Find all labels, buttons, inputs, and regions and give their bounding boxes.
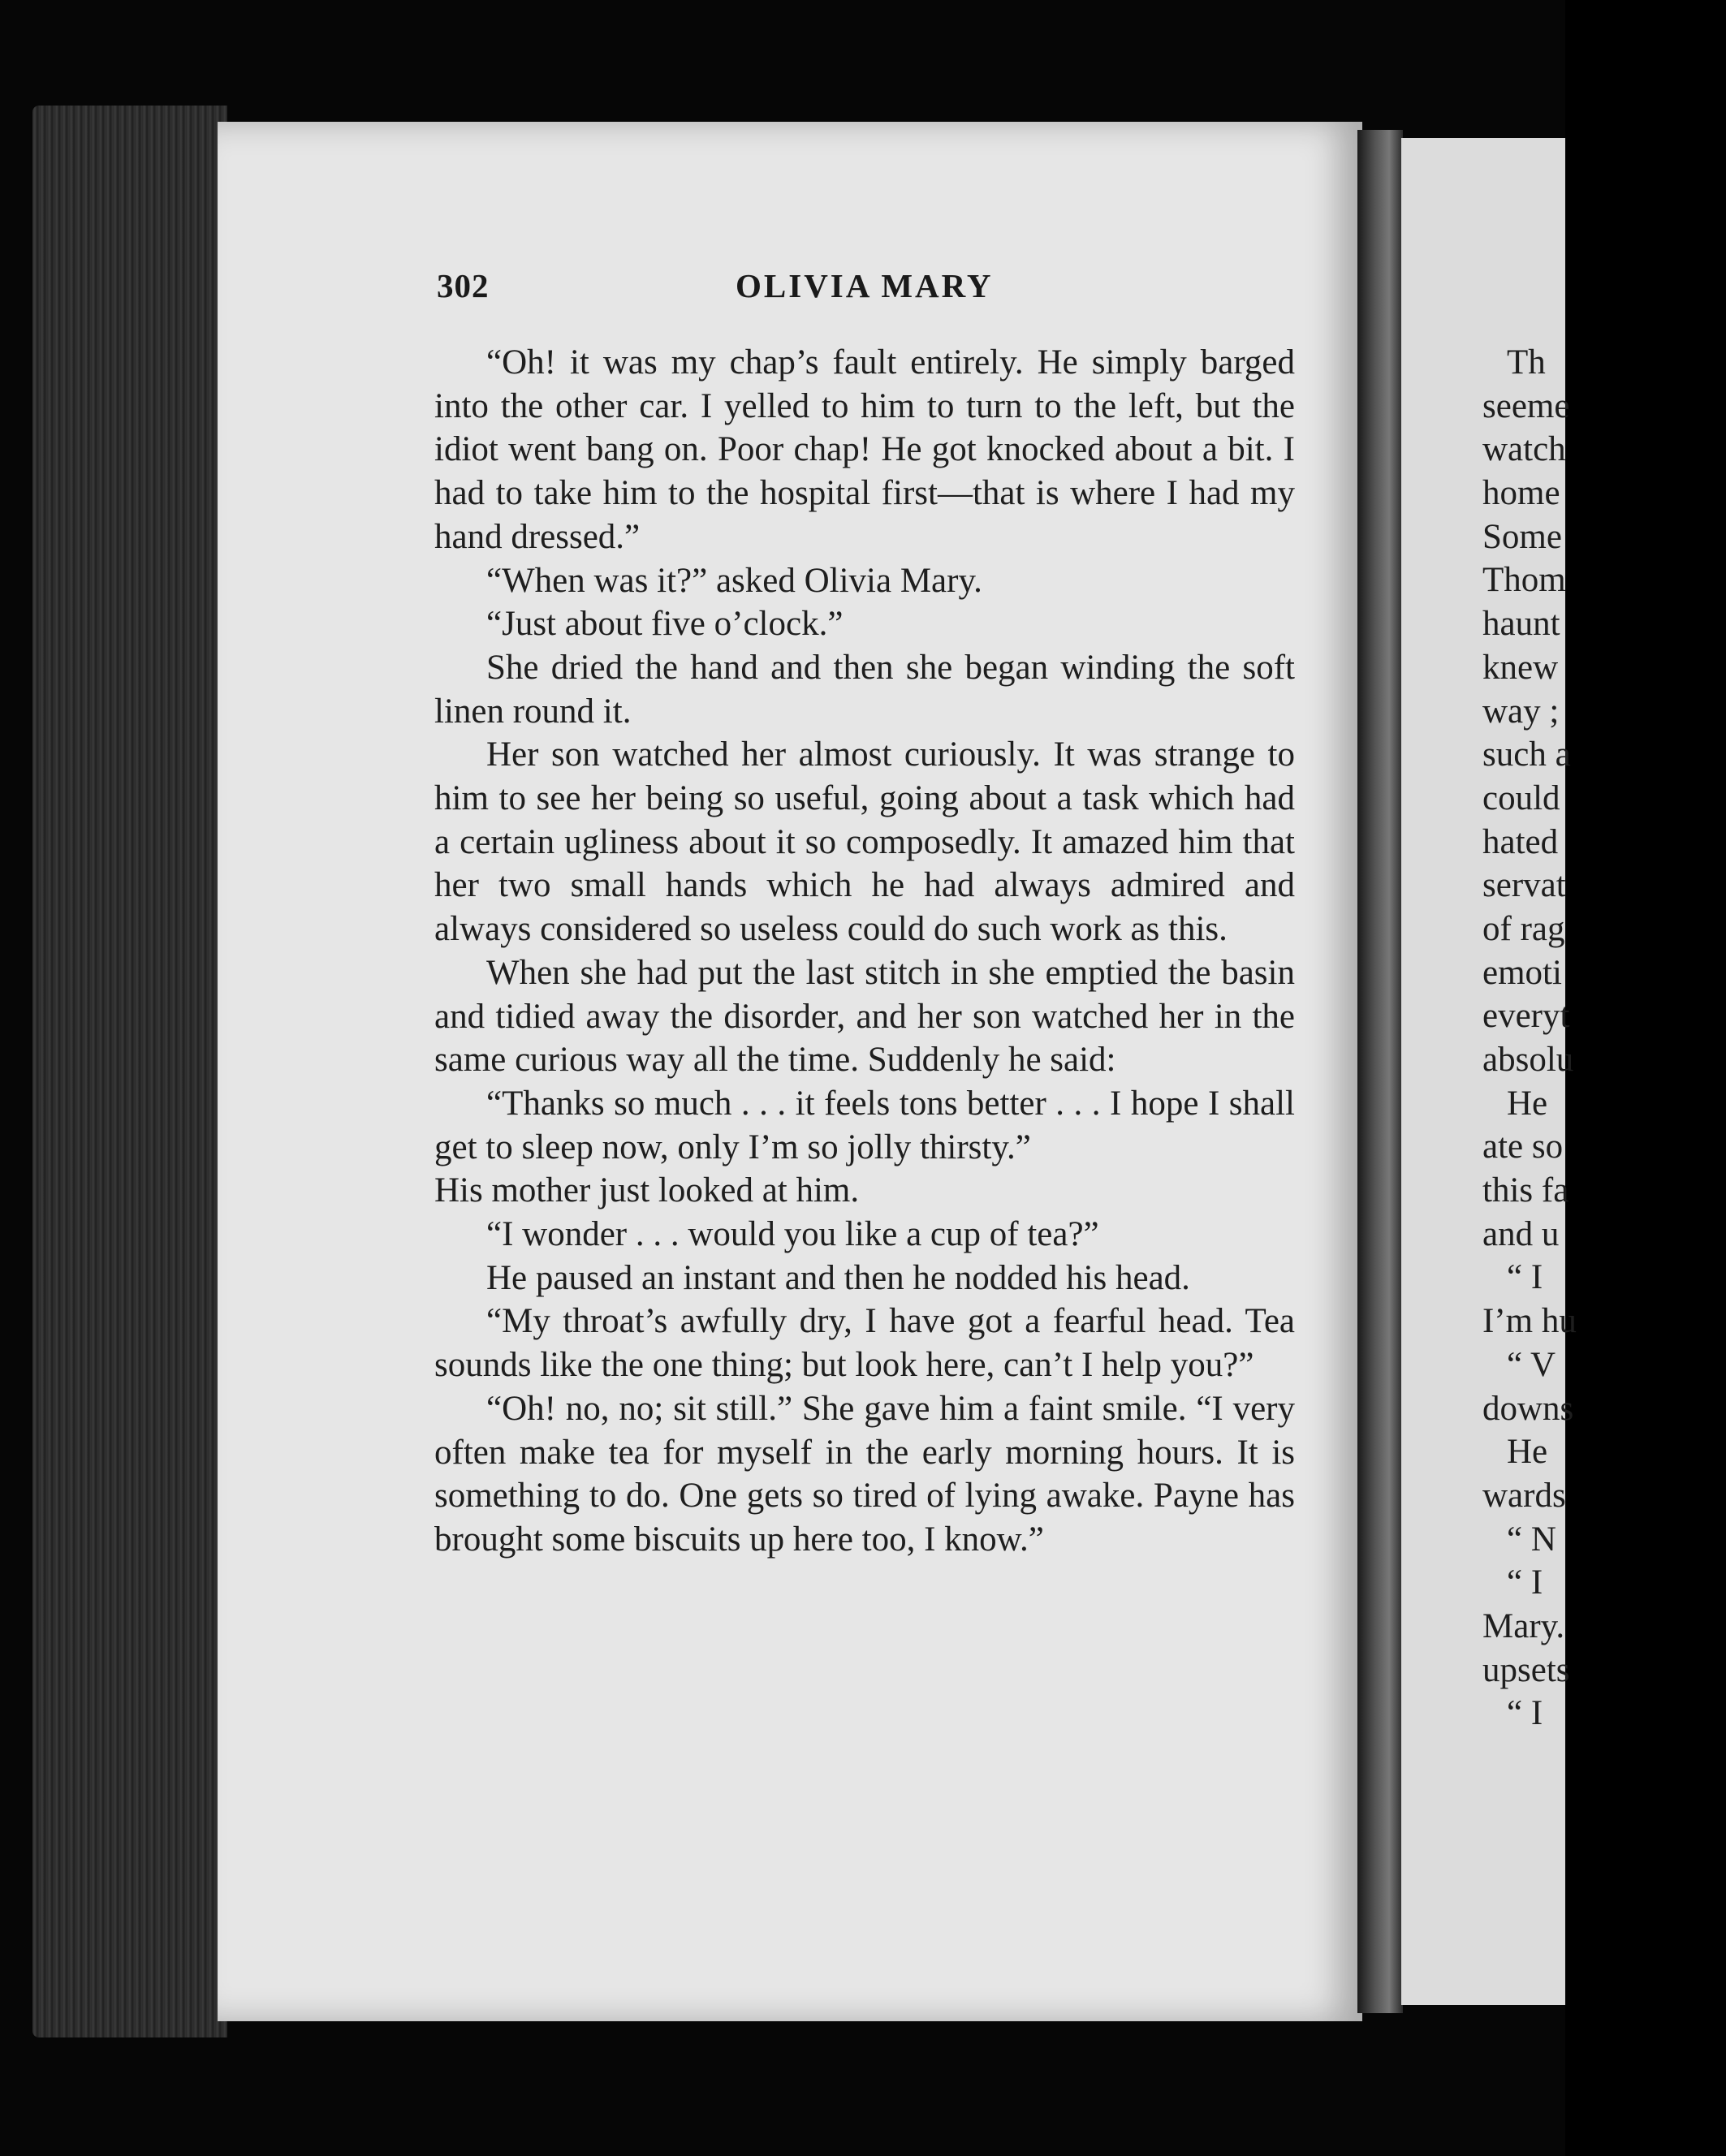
book-page-edges [32, 106, 227, 2037]
right-page-line: He [1507, 1433, 1548, 1472]
paragraph: “Thanks so much . . . it feels tons better . . . I hope I shall get to sleep now, only I’m so jolly thirsty.” [434, 1084, 1295, 1166]
right-page-line: everyt [1482, 997, 1570, 1036]
paragraph: “When was it?” asked Olivia Mary. [486, 561, 982, 600]
right-page-line: hated [1482, 822, 1559, 861]
running-head [218, 266, 1029, 315]
paragraph: “My throat’s awfully dry, I have got a fearful head. Tea sounds like the one thing; but look here, can’t I help you?” [434, 1302, 1295, 1385]
right-page-line: this fa [1482, 1171, 1569, 1210]
paragraph: She dried the hand and then she began winding the soft linen round it. [434, 648, 1295, 731]
right-page-line: Thom [1482, 561, 1566, 600]
paragraph: “Oh! no, no; sit still.” She gave him a faint smile. “I very often make tea for myself in the early morning hours. It is something to do. One gets so tired of lying awake. Payne has brought some biscuits up here too, I know.” [434, 1389, 1295, 1559]
right-page-line: “ I [1507, 1563, 1543, 1602]
paragraph: His mother just looked at him. [434, 1171, 860, 1210]
book-gutter [1357, 130, 1403, 2013]
right-page-line: He [1507, 1084, 1548, 1123]
right-page-line: absolu [1482, 1041, 1574, 1079]
right-page-line: wards [1482, 1476, 1566, 1515]
paragraph: When she had put the last stitch in she emptied the basin and tidied away the disorder, and her son watched her in the same curious way all the time. Suddenly he said: [434, 953, 1295, 1080]
right-page-line: knew [1482, 648, 1559, 687]
right-page-line: Some [1482, 517, 1562, 556]
page-number: 302 [437, 267, 490, 304]
right-page-line: way ; [1482, 692, 1560, 731]
right-page-text [1482, 341, 1726, 1736]
right-page-line: such a [1482, 735, 1571, 774]
paragraph: He paused an instant and then he nodded his head. [486, 1258, 1190, 1297]
right-page-line: ate so [1482, 1128, 1564, 1166]
right-page-line: of rag [1482, 909, 1565, 948]
right-page-line: and u [1482, 1214, 1560, 1253]
paragraph: Her son watched her almost curiously. It was strange to him to see her being so useful, going about a task which had a certain ugliness about it so composedly. It amazed him that her two small hands which he had always admired and always considered so useless could do such work as this. [434, 735, 1295, 949]
right-page [1401, 138, 1577, 2005]
right-page-line: Mary. [1482, 1606, 1565, 1645]
paragraph: “Oh! it was my chap’s fault entirely. He simply barged into the other car. I yelled to him to turn to the left, but the idiot went bang on. Poor chap! He got knocked about a bit. I had to take him to the hospital first—that is where I had my hand dressed.” [434, 343, 1295, 556]
right-page-line: servat [1482, 866, 1566, 905]
right-page-line: “ I [1507, 1258, 1543, 1297]
paragraph: “I wonder . . . would you like a cup of tea?” [486, 1215, 1099, 1254]
right-page-line: upsets [1482, 1650, 1570, 1689]
right-page-line: emoti [1482, 953, 1562, 992]
right-page-line: haunt [1482, 605, 1560, 644]
right-page-line: home [1482, 474, 1560, 513]
right-page-line: watch [1482, 430, 1566, 469]
paragraph: “Just about five o’clock.” [486, 605, 844, 644]
right-page-line: downs [1482, 1389, 1574, 1428]
running-title: OLIVIA MARY [736, 267, 994, 304]
right-page-line: could [1482, 778, 1560, 817]
right-page-line: “ V [1507, 1345, 1556, 1384]
right-page-line: “ N [1507, 1520, 1556, 1559]
right-page-line: Th [1507, 343, 1546, 382]
body-text [434, 341, 1295, 1562]
right-page-line: I’m hu [1482, 1302, 1577, 1341]
right-page-line: “ I [1507, 1694, 1543, 1733]
right-page-line: seeme [1482, 386, 1570, 425]
